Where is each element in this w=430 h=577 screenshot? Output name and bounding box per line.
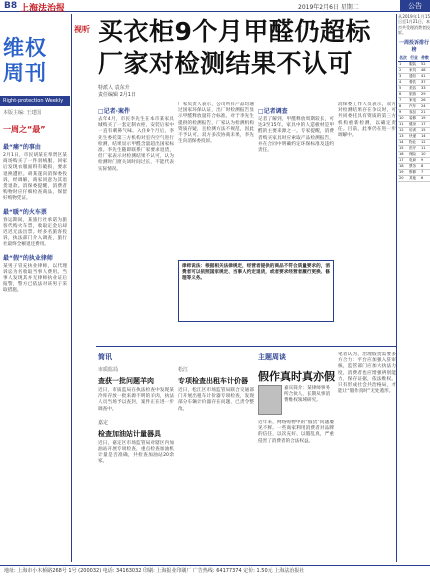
article-column-4 <box>338 102 396 342</box>
ranking-cell: 17 <box>420 121 430 127</box>
notice-text: 从2019年1月15日至1月21日，本市共受理消费者投诉。 <box>398 14 430 36</box>
ranking-cell: 8 <box>398 103 408 109</box>
ranking-cell: 1 <box>398 61 408 67</box>
brand-line-1: 维权 <box>3 36 47 60</box>
weekly-brand <box>3 36 67 92</box>
ranking-cell: 健身 <box>408 121 420 127</box>
article-column-1 <box>98 102 174 342</box>
ranking-cell: 24 <box>420 103 430 109</box>
ranking-cell: 家电 <box>408 97 420 103</box>
ranking-cell: 4 <box>398 79 408 85</box>
brief-dept: 市质监局 <box>98 367 119 373</box>
ranking-cell: 16 <box>398 151 408 157</box>
ranking-cell: 票务 <box>408 163 420 169</box>
ranking-cell: 美容 <box>408 85 420 91</box>
ranking-cell: 通信 <box>408 73 420 79</box>
ranking-cell: 快递 <box>408 133 420 139</box>
ranking-header: 件数 <box>421 54 429 60</box>
paper-name: 上海法治报 <box>20 4 66 14</box>
highlight-head: 最“假”的执业律师 <box>3 254 53 262</box>
column-divider <box>71 14 72 562</box>
brief-body: 近日，市质监局在执法检查中发现某冷库存放一批来源不明的羊肉，执法人员当场予以查封，案件正在进一步调查中。 <box>98 388 174 412</box>
brand-line-2: 周刊 <box>3 61 47 85</box>
ranking-cell: 15 <box>420 127 430 133</box>
article-text: 消保委工作人员表示，双方对检测结果存在争议时，可共同委托具有资质的第三方机构重新检测，以确定责任。目前，此事仍在进一步调解中。 <box>338 102 396 139</box>
ranking-cell: 33 <box>420 85 430 91</box>
notice-sidebar <box>398 14 430 559</box>
brief-body: 近日，嘉定区市场监管局对辖区内加油站开展专项检查，重点检查加油机计量是否准确，共检查加油站20余家。 <box>98 440 174 465</box>
ranking-cell: 14 <box>420 133 430 139</box>
ranking-cell: 服装 <box>408 61 420 67</box>
portrait-caption: 嘉宾简介：某律师事务所合伙人，长期从事消费维权领域研究。 <box>284 386 330 403</box>
news-briefs-column-1 <box>98 366 174 558</box>
ranking-cell: 6 <box>420 175 430 181</box>
headline-line-2: 厂家对检测结果不认可 <box>98 49 354 78</box>
news-briefs-column-2 <box>178 366 254 558</box>
brief-dept: 松江 <box>178 367 189 373</box>
sidebar-divider <box>396 14 397 562</box>
ranking-cell: 9 <box>420 157 430 163</box>
editor-line: 本版主编: 王建国 <box>3 110 42 116</box>
opinion-text: 近年来，网络购物中的“假货”问题屡见不鲜。一些商家利用消费者对品牌的信任，以次充好、以假乱真，严重侵害了消费者的合法权益。 <box>258 420 334 444</box>
ranking-cell: 装修 <box>408 115 420 121</box>
highlight-body: 某男子冒充执业律师，以代理诉讼为名收取当事人费用。当事人发现其并无律师执业证后报警，警方已依法对该男子采取措施。 <box>3 263 67 294</box>
ranking-cell: 8 <box>420 163 430 169</box>
ranking-cell: 医疗 <box>408 145 420 151</box>
highlight-head: 最“暖”的火车票 <box>3 208 47 216</box>
article-text: 记者了解到，甲醛释放周期较长，可达3至15年。家具中的人造板材是甲醛的主要来源之一。专家提醒，消费者购买家具时应索取产品检测报告，并在合同中明确约定环保标准及违约责任。 <box>258 117 334 154</box>
ranking-cell: 物业 <box>408 139 420 145</box>
highlight-body: 2月1日，市民胡某在奉贤区某商场购买了一件羽绒服，回家后发现衣服面料有破损，要求退换遭拒。胡某遂向消保委投诉，经调解，商家同意为其退货退款。消保委提醒，消费者购物时应仔细检查商品，保留好购物凭证。 <box>3 153 67 202</box>
ranking-cell: 21 <box>420 109 430 115</box>
ranking-cell: 13 <box>398 133 408 139</box>
ranking-cell: 电商 <box>408 157 420 163</box>
opinion-tag: 主题周谈 <box>258 353 286 361</box>
quote-text: 律师说法：根据相关法律规定，经营者提供的商品不符合质量要求的，消费者可以依照国家规定、当事人约定退货，或者要求经营者履行更换、修理等义务。 <box>182 264 330 282</box>
ranking-cell: 7 <box>398 97 408 103</box>
brief-title: 查获一批问题羊肉 <box>98 377 154 385</box>
weekly-highlights <box>3 138 67 558</box>
headline-line-1: 买衣柜9个月甲醛仍超标 <box>98 17 371 46</box>
weekly-highlights-title: 一周之“最” <box>3 125 46 134</box>
ranking-cell: 保险 <box>408 151 420 157</box>
brand-subtitle: Right-protection Weekly <box>0 96 70 106</box>
ranking-cell: 18 <box>398 163 408 169</box>
ranking-cell: 汽车 <box>408 103 420 109</box>
left-column <box>0 14 70 559</box>
ranking-cell: 12 <box>420 139 430 145</box>
ranking-cell: 12 <box>398 127 408 133</box>
news-briefs-tag: 简讯 <box>98 353 112 361</box>
masthead <box>0 0 430 12</box>
ranking-cell: 9 <box>398 109 408 115</box>
ranking-cell: 旅游 <box>408 91 420 97</box>
notice-label: 公告 <box>400 0 430 12</box>
ranking-cell: 其他 <box>408 175 420 181</box>
ranking-cell: 3 <box>398 73 408 79</box>
ranking-cell: 29 <box>420 91 430 97</box>
ranking-row <box>398 175 430 181</box>
ranking-cell: 7 <box>420 169 430 175</box>
ranking-cell: 15 <box>398 145 408 151</box>
ranking-cell: 41 <box>420 73 430 79</box>
byline <box>98 85 136 99</box>
ranking-cell: 维修 <box>408 169 420 175</box>
main-headline <box>98 16 386 80</box>
ranking-title: 一周投诉排行榜 <box>398 39 429 53</box>
ranking-cell: 14 <box>398 139 408 145</box>
ranking-cell: 餐饮 <box>408 79 420 85</box>
ranking-cell: 11 <box>420 145 430 151</box>
ranking-cell: 10 <box>420 151 430 157</box>
ranking-cell: 6 <box>398 91 408 97</box>
ranking-cell: 家具 <box>408 67 420 73</box>
ranking-cell: 2 <box>398 67 408 73</box>
opinion-title: 假作真时真亦假 <box>258 370 335 383</box>
ranking-cell: 5 <box>398 85 408 91</box>
ranking-cell: 11 <box>398 121 408 127</box>
byline-reporter: 特派人 袁东升 <box>98 85 130 91</box>
ranking-header: 行业 <box>408 55 420 62</box>
opinion-column-1 <box>258 420 334 558</box>
ranking-cell: 26 <box>420 97 430 103</box>
ranking-cell: 37 <box>420 79 430 85</box>
brief-title: 专项检查出租车计价器 <box>178 377 248 385</box>
byline-editor: 责任编辑 2月1日 <box>98 92 136 98</box>
ranking-cell: 52 <box>420 61 430 67</box>
highlight-body: 春运期间，某旅行社承诺为旅客代购火车票，收取定金后却迟迟无法出票。经多名旅客投诉，执法部门介入调查，旅行社最终全额退还费用。 <box>3 217 67 248</box>
ranking-cell: 48 <box>420 67 430 73</box>
ranking-cell: 20 <box>398 175 408 181</box>
issue-date: 2019年2月6日 星期二 <box>298 4 359 11</box>
opinion-column-2 <box>338 352 396 558</box>
article-text: 厂家负责人表示，公司所有产品均通过国家环保认证，出厂时检测报告显示甲醛释放量符合标准。对于李先生提供的检测报告，厂家认为检测机构资质存疑，且检测方法不规范，因此不予认可。双方多次协商未果，李先生向消保委投诉。 <box>178 102 254 145</box>
ranking-table <box>398 55 430 182</box>
ranking-body <box>398 61 430 181</box>
brief-title: 检查加油站计量器具 <box>98 429 161 438</box>
ranking-cell: 19 <box>420 115 430 121</box>
article-subhead: □记者调查 <box>258 108 288 115</box>
ranking-cell: 17 <box>398 157 408 163</box>
page-number: B8 <box>4 1 18 11</box>
page-footer: 地址: 上海市小木桥路268号 1号 (200032) 电话: 34163032 印刷: 上海报业印刷厂 广告热线: 64177374 定价: 1.50元 上海法治报社 <box>0 565 430 577</box>
ranking-cell: 10 <box>398 115 408 121</box>
ranking-cell: 培训 <box>408 127 420 133</box>
article-text: 去年4月，市民李先生在本市某家具城购买了一套定制衣柜，安装后家中一直有刺鼻气味。入住9个月后，李先生委托第三方机构对室内空气进行检测，结果显示甲醛含量超出国家标准。李先生随即联系厂家要求退货，但厂家表示对检测结果不认可，认为检测时门窗关闭时间过长，不能代表实际情况。 <box>98 117 174 172</box>
brief-body: 近日，松江区市场监管局联合交通部门开展出租车计价器专项检查，发现部分车辆计价器存在问题，已责令整改。 <box>178 388 254 412</box>
ranking-cell: 19 <box>398 169 408 175</box>
section-kicker: 视听 <box>74 25 90 34</box>
brief-dept: 嘉定 <box>98 419 109 426</box>
ranking-header: 名次 <box>399 54 407 60</box>
lawyer-quote-box <box>178 260 334 322</box>
opinion-text: 笔者认为，治理假货需要多方合力：平台应加强入驻审核，监管部门应加大执法力度，消费者也应增强辨别能力，保存证据，依法维权。只有形成社会共治格局，才能让“假作真时”无处遁形。 <box>338 352 396 395</box>
ranking-header-row <box>398 55 430 62</box>
section-divider <box>96 346 396 347</box>
ranking-cell: 食品 <box>408 109 420 115</box>
author-portrait <box>258 385 282 415</box>
article-subhead: □记者·案件 <box>98 108 130 115</box>
highlight-head: 最“痛”的事由 <box>3 144 41 151</box>
